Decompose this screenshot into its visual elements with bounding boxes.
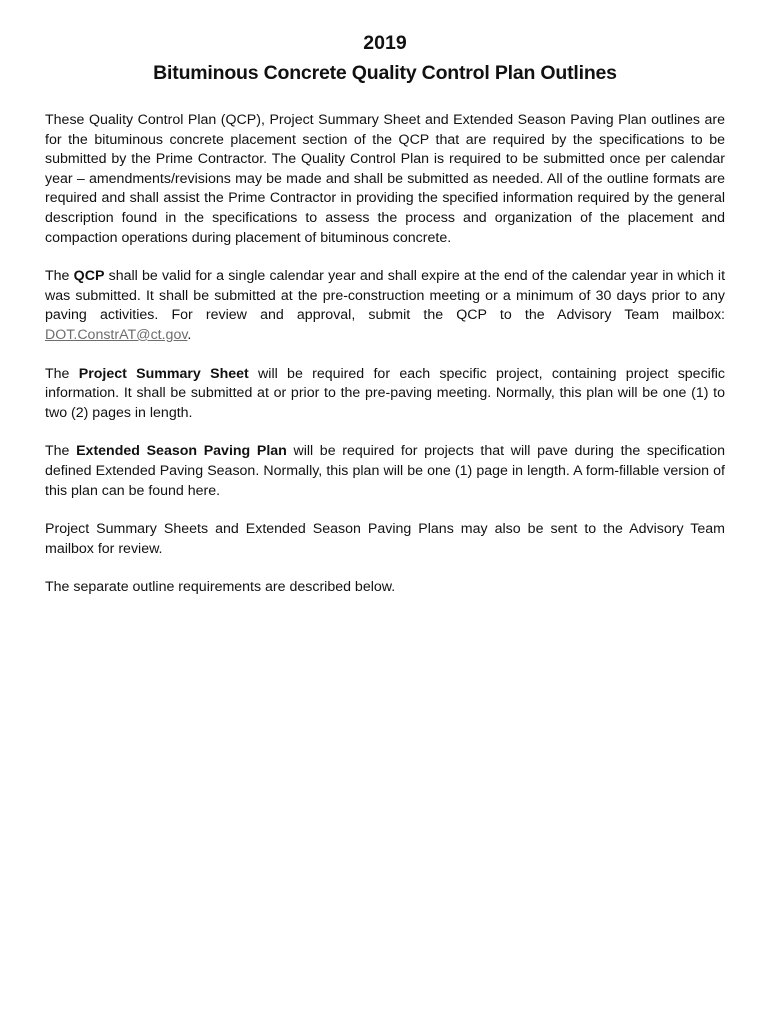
project-summary-paragraph	[45, 365, 725, 424]
document-page	[45, 28, 725, 617]
document-year: 2019	[363, 32, 407, 54]
project-summary-lead: The	[45, 365, 79, 382]
extended-season-paragraph	[45, 442, 725, 501]
extended-season-text: will be required for projects that will pave during the specification defined Extended Paving Season. Normally, this plan will be one (1) page in length. A form-fillable version of this plan can be found here.	[45, 443, 725, 499]
project-summary-term: Project Summary Sheet	[78, 365, 249, 382]
review-paragraph: Project Summary Sheets and Extended Season Paving Plans may also be sent to the Advisory Team mailbox for review.	[45, 521, 725, 557]
advisory-team-email-link[interactable]: DOT.ConstrAT@ct.gov	[45, 326, 188, 343]
qcp-paragraph	[45, 267, 725, 345]
document-body	[45, 111, 725, 598]
extended-season-term: Extended Season Paving Plan	[76, 443, 287, 460]
extended-season-lead: The	[45, 443, 77, 460]
qcp-tail: .	[187, 326, 192, 343]
project-summary-text: will be required for each specific project, containing project specific information. It shall be submitted at or prior to the pre-paving meeting. Normally, this plan will be one (1) to two (2) pages in length.	[45, 365, 726, 421]
qcp-text: shall be valid for a single calendar year and shall expire at the end of the calendar year in which it was submitted. It shall be submitted at the pre-construction meeting or a minimum of 30 days prior to any paving activities. For review and approval, submit the QCP to the Advisory Team mailbox:	[45, 268, 726, 324]
intro-paragraph: These Quality Control Plan (QCP), Project Summary Sheet and Extended Season Paving Plan outlines are for the bituminous concrete placement section of the QCP that are required by the specifications to be submitted by the Prime Contractor. The Quality Control Plan is required to be submitted once per calendar year – amendments/revisions may be made and shall be submitted as needed. All of the outline formats are required and shall assist the Prime Contractor in providing the specified information required by the general description found in the specifications to assess the process and organization of the placement and compaction operations during placement of bituminous concrete.	[45, 112, 725, 246]
qcp-lead: The	[45, 268, 74, 285]
document-title: Bituminous Concrete Quality Control Plan Outlines	[153, 62, 617, 84]
closing-paragraph: The separate outline requirements are described below.	[45, 579, 396, 596]
qcp-term: QCP	[73, 268, 105, 285]
